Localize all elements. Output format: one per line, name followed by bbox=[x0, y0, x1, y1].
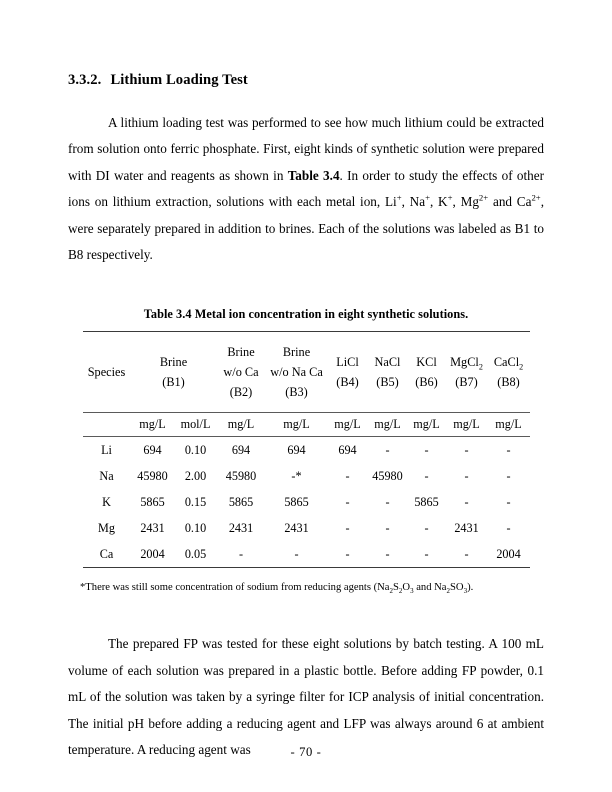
cell-ca-b5: - bbox=[385, 547, 390, 562]
table-reference: Table 3.4 bbox=[287, 167, 340, 183]
header-brine-b1-code: (B1) bbox=[162, 375, 185, 390]
cell-k-b1-mass: 5865 bbox=[140, 495, 165, 510]
units-b2: mg/L bbox=[227, 417, 255, 432]
cell-li-b1-mass: 694 bbox=[143, 443, 162, 458]
li-charge-superscript: + bbox=[396, 192, 402, 203]
cell-na-b7: - bbox=[464, 469, 469, 484]
header-mgcl2-b7-code: (B7) bbox=[455, 375, 478, 390]
units-b6: mg/L bbox=[413, 417, 440, 432]
header-brine-b3-code: (B3) bbox=[285, 385, 308, 400]
ca-charge-superscript: 2+ bbox=[531, 192, 541, 203]
cell-k-b7: - bbox=[464, 495, 469, 510]
page-title bbox=[68, 72, 544, 90]
cell-na-b4: - bbox=[345, 469, 350, 484]
cell-ca-b7: - bbox=[464, 547, 469, 562]
intro-text-5: , Mg bbox=[452, 194, 479, 210]
header-cacl2-b8 bbox=[488, 332, 530, 413]
header-brine-b3-qualifier: w/o Na Ca bbox=[270, 365, 323, 380]
na-charge-superscript: + bbox=[425, 192, 430, 203]
cell-li-b6: - bbox=[424, 443, 429, 458]
mg-charge-superscript: 2+ bbox=[478, 192, 489, 203]
header-brine-b3-name: Brine bbox=[282, 345, 311, 360]
cell-mg-b5: - bbox=[385, 521, 390, 536]
cell-mg-b3: 2431 bbox=[284, 521, 309, 536]
cell-na-b1-molar: 2.00 bbox=[184, 469, 207, 484]
page-content bbox=[68, 72, 544, 764]
units-species bbox=[83, 413, 131, 437]
closing-paragraph: The prepared FP was tested for these eight solutions by batch testing. A 100 mL volume of each solution was prepared in a plastic bottle. Before adding FP powder, 0.1 mL of the solution was taken by a syringe filter for ICP analysis of initial concentration. The initial pH before adding a reducing agent and LFP was always around 6 at ambient temperature. A reducing agent was bbox=[68, 636, 544, 758]
footnote-mid-2: O bbox=[402, 582, 411, 594]
cell-li-b5: - bbox=[385, 443, 390, 458]
cell-k-b3: 5865 bbox=[284, 495, 309, 510]
intro-text-1: A lithium loading test was performed to see how much lithium could be extracted from solution onto ferric phosphate. First, eight kinds of synthetic solution were prepared with DI water and reagents as shown in bbox=[68, 114, 544, 183]
header-brine-b3 bbox=[266, 332, 328, 413]
header-brine-b2 bbox=[217, 332, 266, 413]
footnote-sub-5: 3 bbox=[463, 587, 468, 596]
footnote-sub-3: 3 bbox=[410, 587, 414, 596]
footnote-text-pre: *There was still some concentration of sodium from reducing agents (Na bbox=[80, 582, 390, 594]
units-b5: mg/L bbox=[374, 417, 401, 432]
table-row bbox=[83, 463, 530, 489]
cell-k-b5: - bbox=[385, 495, 390, 510]
header-brine-b2-name: Brine bbox=[227, 345, 255, 360]
row-species-li: Li bbox=[101, 443, 112, 458]
units-b1-molar: mol/L bbox=[180, 417, 211, 432]
header-kcl-b6 bbox=[408, 332, 446, 413]
footnote-text-end: ). bbox=[467, 582, 474, 594]
cell-mg-b6: - bbox=[424, 521, 429, 536]
cell-mg-b2: 2431 bbox=[228, 521, 254, 536]
footnote-mid-1: S bbox=[393, 582, 399, 594]
cell-mg-b1-mass: 2431 bbox=[140, 521, 165, 536]
cell-li-b4: 694 bbox=[338, 443, 357, 458]
cell-k-b6: 5865 bbox=[414, 495, 439, 510]
header-species bbox=[83, 332, 131, 413]
section-title-text: Lithium Loading Test bbox=[110, 72, 248, 88]
header-licl-b4 bbox=[328, 332, 368, 413]
table-row bbox=[83, 515, 530, 541]
header-brine-b1-name: Brine bbox=[159, 355, 188, 370]
cell-li-b7: - bbox=[464, 443, 469, 458]
footnote-sub-4: 2 bbox=[446, 587, 451, 596]
row-species-k: K bbox=[102, 495, 111, 510]
header-mgcl2-b7-name: MgCl$_2$ bbox=[450, 355, 483, 372]
table-row bbox=[83, 437, 530, 463]
intro-text-7: , were separately prepared in addition to brines. Each of the solutions was labeled as B1 to B8 respectively. bbox=[68, 194, 544, 263]
header-nacl-b5 bbox=[368, 332, 408, 413]
cell-ca-b1-mass: 2004 bbox=[140, 547, 165, 562]
intro-text-4: , K bbox=[429, 194, 448, 210]
intro-paragraph bbox=[68, 110, 544, 270]
table-footnote bbox=[80, 580, 544, 595]
header-nacl-b5-name: NaCl bbox=[374, 355, 401, 370]
cell-na-b1-mass: 45980 bbox=[137, 469, 168, 484]
header-cacl2-b8-code: (B8) bbox=[497, 375, 520, 390]
cell-na-b8: - bbox=[506, 469, 511, 484]
cell-na-b6: - bbox=[424, 469, 429, 484]
footnote-sub-2: 2 bbox=[398, 587, 403, 596]
header-brine-b1 bbox=[131, 332, 217, 413]
cell-na-b5: 45980 bbox=[372, 469, 403, 484]
header-kcl-b6-code: (B6) bbox=[415, 375, 438, 390]
units-b1-mass: mg/L bbox=[139, 417, 166, 432]
header-brine-b2-code: (B2) bbox=[229, 385, 253, 400]
row-species-na: Na bbox=[99, 469, 114, 484]
header-licl-b4-code: (B4) bbox=[336, 375, 359, 390]
cell-li-b2: 694 bbox=[231, 443, 251, 458]
cell-k-b4: - bbox=[345, 495, 350, 510]
metal-ion-concentration-table bbox=[83, 331, 530, 568]
table-units-row bbox=[83, 413, 530, 437]
cell-ca-b3: - bbox=[294, 547, 299, 562]
cell-li-b3: 694 bbox=[287, 443, 306, 458]
footnote-mid-4: SO bbox=[450, 582, 464, 594]
header-mgcl2-b7 bbox=[446, 332, 488, 413]
cell-li-b1-molar: 0.10 bbox=[184, 443, 207, 458]
cell-na-b3: -* bbox=[291, 469, 302, 484]
header-kcl-b6-name: KCl bbox=[416, 355, 437, 370]
units-b7: mg/L bbox=[453, 417, 480, 432]
header-brine-b2-qualifier: w/o Ca bbox=[223, 365, 259, 380]
page-number: - 70 - bbox=[290, 745, 322, 759]
cell-ca-b1-molar: 0.05 bbox=[184, 547, 207, 562]
header-nacl-b5-code: (B5) bbox=[376, 375, 399, 390]
cell-mg-b8: - bbox=[506, 521, 511, 536]
units-b8: mg/L bbox=[495, 417, 522, 432]
header-species-label: Species bbox=[87, 365, 126, 380]
cell-mg-b4: - bbox=[345, 521, 350, 536]
footnote-sub-1: 2 bbox=[389, 587, 393, 596]
intro-text-3: , Na bbox=[401, 194, 426, 210]
cell-ca-b8: 2004 bbox=[496, 547, 521, 562]
table-row bbox=[83, 541, 530, 568]
cell-mg-b7: 2431 bbox=[454, 521, 479, 536]
intro-text-6: and Ca bbox=[488, 194, 532, 210]
section-number: 3.3.2. bbox=[68, 72, 102, 88]
row-species-mg: Mg bbox=[98, 521, 115, 536]
table-row bbox=[83, 489, 530, 515]
cell-ca-b6: - bbox=[424, 547, 429, 562]
cell-ca-b4: - bbox=[345, 547, 350, 562]
row-species-ca: Ca bbox=[99, 547, 114, 562]
cell-mg-b1-molar: 0.10 bbox=[184, 521, 207, 536]
k-charge-superscript: + bbox=[447, 192, 453, 203]
footnote-mid-3: and Na bbox=[413, 582, 447, 594]
header-cacl2-b8-name: CaCl$_2$ bbox=[493, 355, 524, 372]
cell-k-b1-molar: 0.15 bbox=[184, 495, 207, 510]
cell-k-b2: 5865 bbox=[228, 495, 254, 510]
header-licl-b4-name: LiCl bbox=[336, 355, 359, 370]
table-caption: Table 3.4 Metal ion concentration in eight synthetic solutions. bbox=[143, 307, 469, 322]
cell-na-b2: 45980 bbox=[225, 469, 257, 484]
table-block bbox=[68, 307, 544, 595]
table-header-row bbox=[83, 332, 530, 413]
cell-ca-b2: - bbox=[238, 547, 244, 562]
units-b3: mg/L bbox=[283, 417, 310, 432]
table-rule-bottom bbox=[83, 568, 530, 569]
units-b4: mg/L bbox=[334, 417, 361, 432]
cell-li-b8: - bbox=[506, 443, 511, 458]
cell-k-b8: - bbox=[506, 495, 511, 510]
intro-text-2: . In order to study the effects of other ions on lithium extraction, solutions with each metal ion, Li bbox=[68, 167, 544, 210]
